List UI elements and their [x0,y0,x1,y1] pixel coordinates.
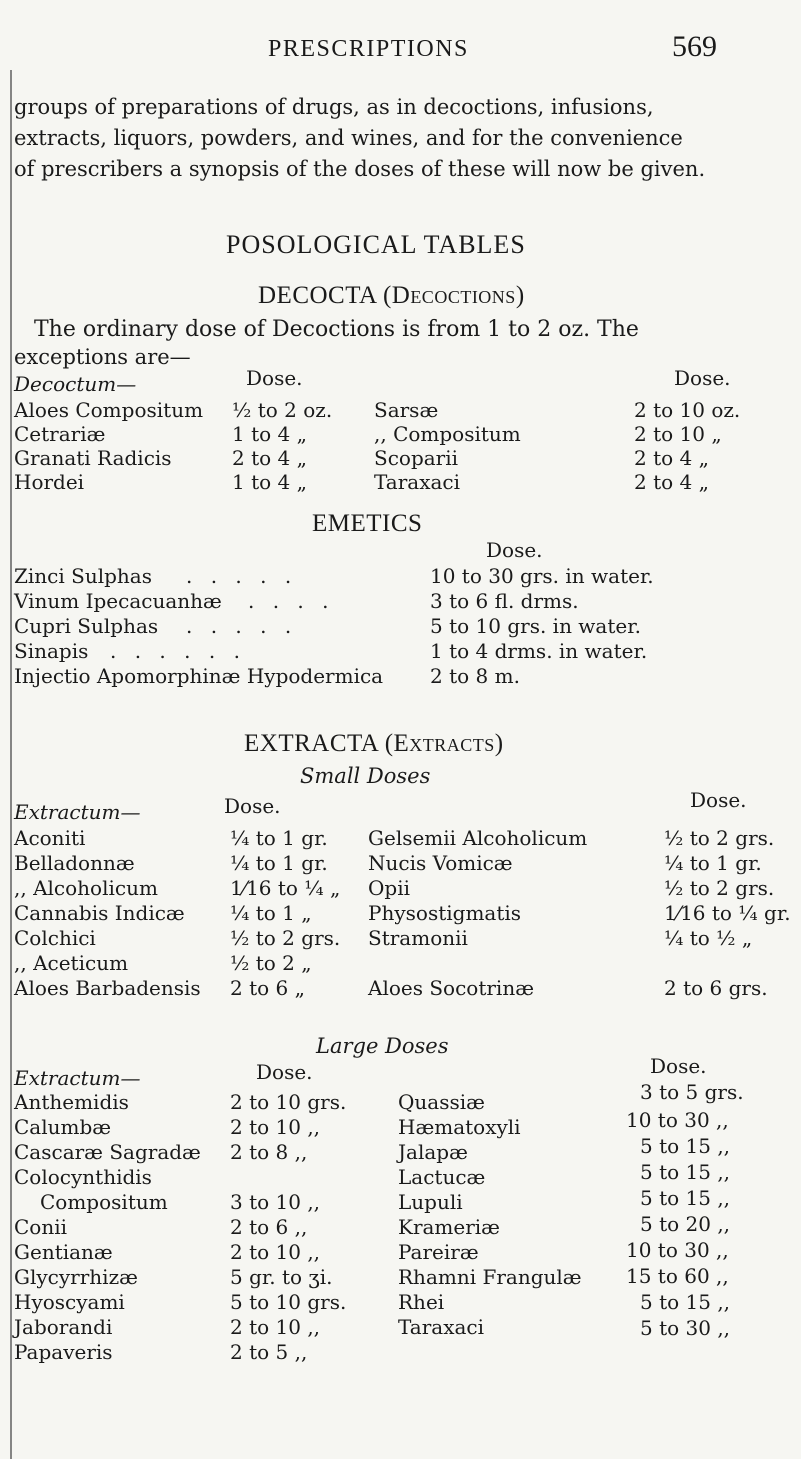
large-right-dose-9: 5 to 30 ,, [640,1316,731,1340]
small-left-name-6: Aloes Barbadensis [14,976,201,1000]
decocta-left-name-2: Granati Radicis [14,446,172,470]
emetic-dose-3: 1 to 4 drms. in water. [430,639,648,663]
small-left-name-0: Aconiti [14,826,86,850]
small-right-name-6: Aloes Socotrinæ [368,976,534,1000]
emetic-name-2: Cupri Sulphas [14,614,159,638]
small-left-dose-3: ¼ to 1 „ [230,901,312,925]
small-doses-subheading: Small Doses [300,764,431,788]
large-right-dose-0: 3 to 5 grs. [640,1080,744,1104]
large-left-name-5: Conii [14,1215,68,1239]
large-left-name-1: Calumbæ [14,1115,112,1139]
large-left-name-4: Compositum [40,1190,168,1214]
large-left-dose-0: 2 to 10 grs. [230,1090,347,1114]
large-right-name-1: Hæmatoxyli [398,1115,521,1139]
decocta-right-name-3: Taraxaci [374,470,460,494]
emetic-dose-1: 3 to 6 fl. drms. [430,589,579,613]
emetic-name-0: Zinci Sulphas [14,564,152,588]
large-dose-label-left: Dose. [256,1060,313,1084]
small-right-name-0: Gelsemii Alcoholicum [368,826,588,850]
large-left-dose-9: 2 to 10 ,, [230,1315,321,1339]
large-right-name-3: Lactucæ [398,1165,486,1189]
large-left-name-8: Hyoscyami [14,1290,125,1314]
large-left-dose-1: 2 to 10 ,, [230,1115,321,1139]
decocta-right-name-0: Sarsæ [374,398,439,422]
small-left-dose-6: 2 to 6 „ [230,976,305,1000]
decocta-right-name-2: Scoparii [374,446,459,470]
small-right-name-3: Physostigmatis [368,901,522,925]
decocta-left-dose-1: 1 to 4 „ [232,422,307,446]
page-edge-line [10,70,12,1459]
emetic-dots-1: . . . . [248,589,335,613]
large-left-name-0: Anthemidis [14,1090,129,1114]
small-left-name-2: ,, Alcoholicum [14,876,158,900]
decocta-left-name-0: Aloes Compositum [14,398,204,422]
extracta-heading: EXTRACTA (Extracts) [244,730,504,757]
large-right-name-7: Rhamni Frangulæ [398,1265,582,1289]
decocta-dose-label-right: Dose. [674,366,731,390]
emetic-name-4: Injectio Apomorphinæ Hypodermica [14,664,384,688]
decocta-left-dose-3: 1 to 4 „ [232,470,307,494]
large-right-dose-8: 5 to 15 ,, [640,1290,731,1314]
decocta-left-name-1: Cetrariæ [14,422,106,446]
small-left-name-1: Belladonnæ [14,851,135,875]
decocta-heading: DECOCTA (Decoctions) [258,282,525,309]
large-right-name-4: Lupuli [398,1190,463,1214]
large-right-name-5: Krameriæ [398,1215,500,1239]
emetic-name-3: Sinapis [14,639,89,663]
small-dose-label-left: Dose. [224,794,281,818]
large-left-name-10: Papaveris [14,1340,113,1364]
small-left-dose-4: ½ to 2 grs. [230,926,341,950]
large-dose-label-right: Dose. [650,1054,707,1078]
emetics-dose-label: Dose. [486,538,543,562]
large-right-dose-7: 15 to 60 ,, [626,1264,729,1288]
large-left-dose-2: 2 to 8 ,, [230,1140,308,1164]
small-col-label: Extractum— [14,800,141,824]
large-right-name-8: Rhei [398,1290,445,1314]
intro-line-1: groups of preparations of drugs, as in decoctions, infusions, [14,95,654,119]
extracta-heading-paren: (Extracts) [384,730,504,757]
small-right-dose-4: ¼ to ½ „ [664,926,753,950]
small-right-name-2: Opii [368,876,410,900]
decocta-left-dose-2: 2 to 4 „ [232,446,307,470]
small-left-dose-0: ¼ to 1 gr. [230,826,328,850]
large-right-dose-1: 10 to 30 ,, [626,1108,729,1132]
decocta-right-dose-2: 2 to 4 „ [634,446,709,470]
running-head: PRESCRIPTIONS [268,36,469,62]
emetic-dose-2: 5 to 10 grs. in water. [430,614,641,638]
large-right-dose-6: 10 to 30 ,, [626,1238,729,1262]
small-left-dose-1: ¼ to 1 gr. [230,851,328,875]
large-right-name-0: Quassiæ [398,1090,485,1114]
large-left-dose-4: 3 to 10 ,, [230,1190,321,1214]
large-right-name-2: Jalapæ [398,1140,468,1164]
decocta-line-1: The ordinary dose of Decoctions is from 1 to 2 oz. The [34,317,639,342]
small-right-dose-6: 2 to 6 grs. [664,976,768,1000]
large-right-name-6: Pareiræ [398,1240,479,1264]
large-doses-subheading: Large Doses [316,1034,449,1058]
decocta-heading-paren: (Decoctions) [382,282,525,309]
small-left-name-5: ,, Aceticum [14,951,129,975]
large-left-name-3: Colocynthidis [14,1165,152,1189]
emetic-name-1: Vinum Ipecacuanhæ [14,589,222,613]
page-number: 569 [672,30,717,63]
large-right-dose-5: 5 to 20 ,, [640,1212,731,1236]
large-right-dose-4: 5 to 15 ,, [640,1186,731,1210]
large-left-dose-10: 2 to 5 ,, [230,1340,308,1364]
large-left-dose-8: 5 to 10 grs. [230,1290,347,1314]
decocta-line-2: exceptions are— [14,345,191,369]
large-left-name-9: Jaborandi [14,1315,113,1339]
intro-line-2: extracts, liquors, powders, and wines, and for the convenience [14,126,683,150]
emetic-dose-0: 10 to 30 grs. in water. [430,564,654,588]
emetic-dots-2: . . . . . [186,614,298,638]
small-left-dose-5: ½ to 2 „ [230,951,312,975]
emetic-dose-4: 2 to 8 m. [430,664,520,688]
large-right-dose-3: 5 to 15 ,, [640,1160,731,1184]
emetic-dots-0: . . . . . [186,564,298,588]
large-left-dose-6: 2 to 10 ,, [230,1240,321,1264]
emetics-heading: EMETICS [312,510,423,537]
main-title: POSOLOGICAL TABLES [226,230,526,259]
large-left-name-7: Glycyrrhizæ [14,1265,138,1289]
decocta-left-name-3: Hordei [14,470,85,494]
decocta-left-dose-0: ½ to 2 oz. [232,398,333,422]
decocta-dose-label-left: Dose. [246,366,303,390]
small-right-name-1: Nucis Vomicæ [368,851,513,875]
large-right-dose-2: 5 to 15 ,, [640,1134,731,1158]
decocta-right-dose-3: 2 to 4 „ [634,470,709,494]
large-left-dose-7: 5 gr. to ʒi. [230,1265,333,1289]
emetic-dots-3: . . . . . . [110,639,246,663]
small-left-name-4: Colchici [14,926,96,950]
small-left-dose-2: 1⁄16 to ¼ „ [230,876,341,900]
decocta-right-dose-0: 2 to 10 oz. [634,398,741,422]
small-right-dose-3: 1⁄16 to ¼ gr. [664,901,791,925]
small-right-name-4: Stramonii [368,926,468,950]
decocta-col-label: Decoctum— [14,372,137,396]
small-right-dose-2: ½ to 2 grs. [664,876,775,900]
small-left-name-3: Cannabis Indicæ [14,901,185,925]
large-left-dose-5: 2 to 6 ,, [230,1215,308,1239]
decocta-right-name-1: ,, Compositum [374,422,521,446]
large-left-name-2: Cascaræ Sagradæ [14,1140,201,1164]
intro-line-3: of prescribers a synopsis of the doses of these will now be given. [14,157,706,181]
large-left-name-6: Gentianæ [14,1240,113,1264]
small-right-dose-0: ½ to 2 grs. [664,826,775,850]
large-col-label: Extractum— [14,1066,141,1090]
small-dose-label-right: Dose. [690,788,747,812]
large-right-name-9: Taraxaci [398,1315,484,1339]
decocta-right-dose-1: 2 to 10 „ [634,422,722,446]
small-right-dose-1: ¼ to 1 gr. [664,851,762,875]
